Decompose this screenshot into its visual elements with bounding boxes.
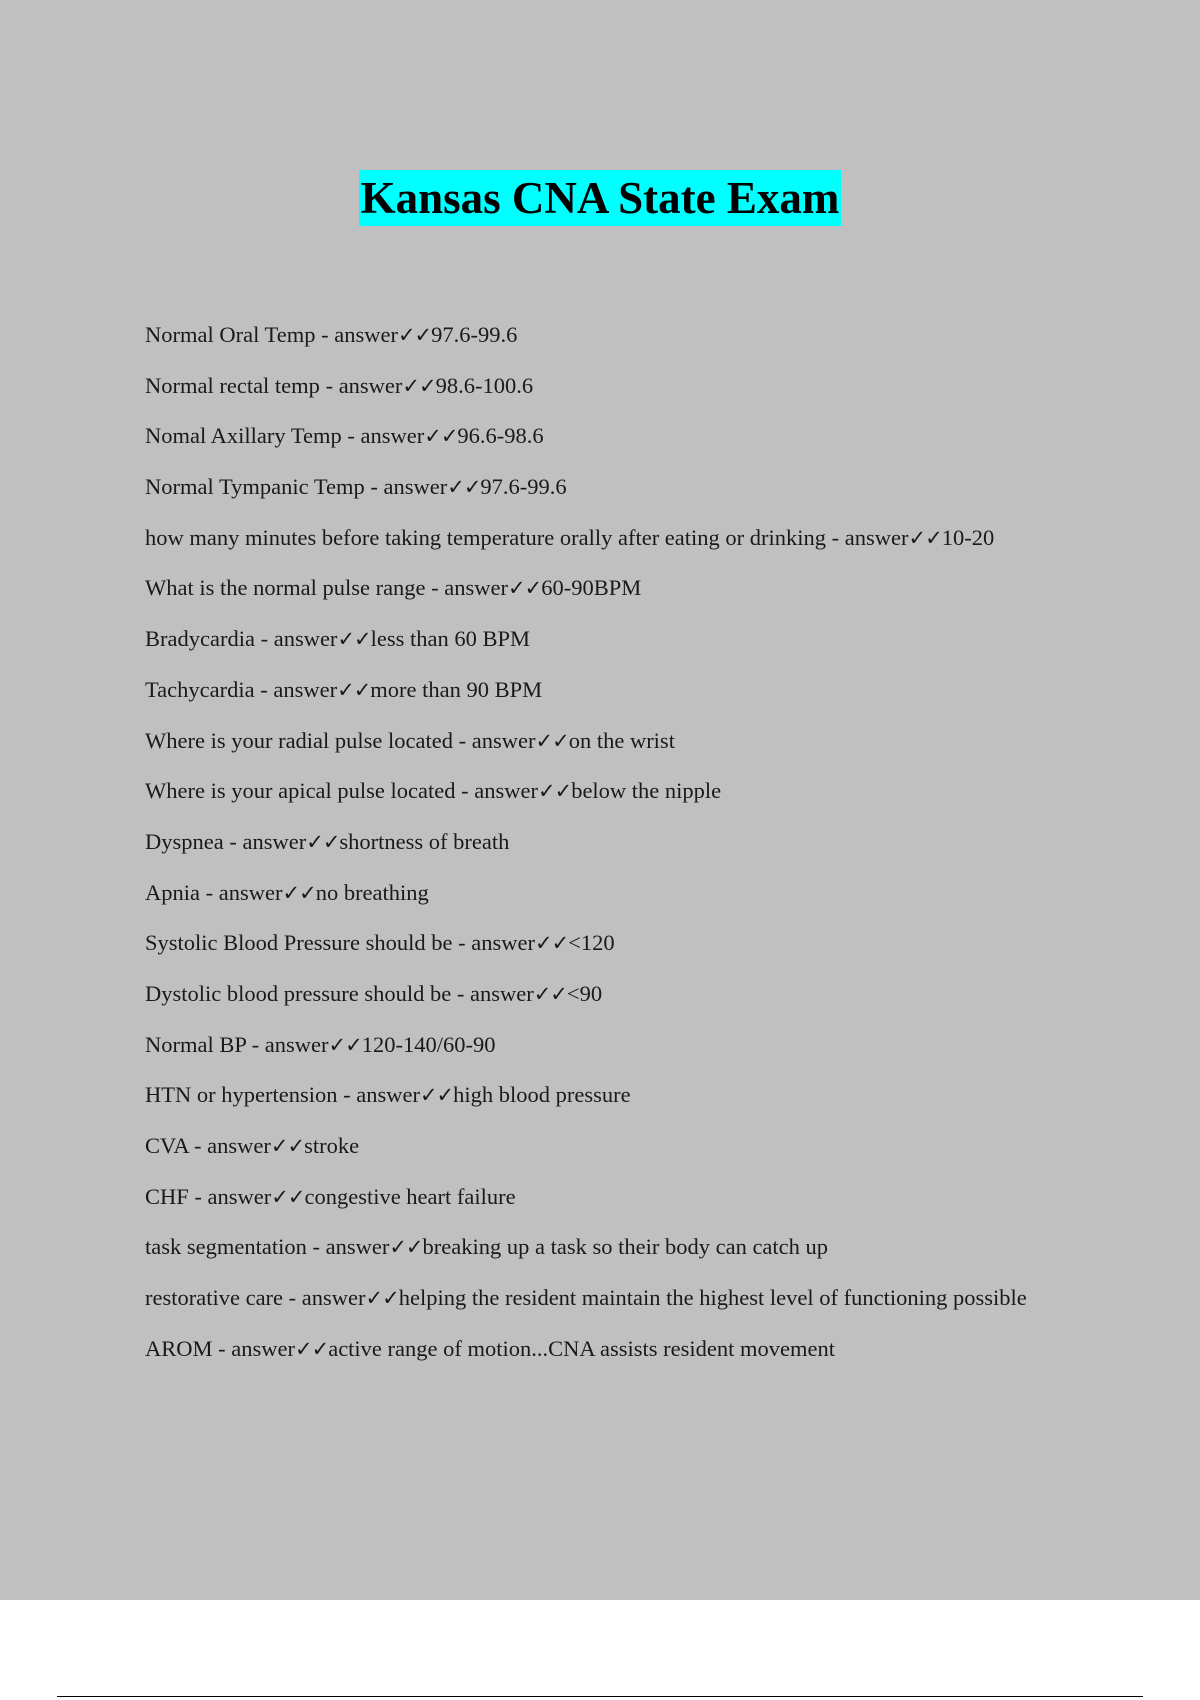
question-text: Tachycardia	[145, 676, 255, 702]
answer-label: answer	[207, 1133, 271, 1158]
answer-label: answer	[242, 828, 307, 854]
separator: -	[337, 1082, 357, 1108]
qa-item	[145, 573, 1075, 603]
question-text: how many minutes before taking temperature orally after eating or drinking	[145, 524, 827, 550]
qa-item	[145, 472, 1075, 502]
separator: -	[341, 423, 361, 449]
separator: -	[455, 778, 475, 804]
answer-text: high blood pressure	[453, 1082, 631, 1108]
answer-label: answer	[471, 727, 536, 753]
answer-label: answer	[231, 1335, 295, 1361]
separator: -	[451, 980, 470, 1006]
check-marks-icon: ✓✓	[537, 779, 572, 804]
answer-text: 96.6-98.6	[457, 423, 544, 449]
separator: -	[283, 1285, 302, 1311]
qa-item	[145, 421, 1075, 451]
answer-text: below the nipple	[571, 778, 722, 804]
qa-list	[145, 320, 1075, 1384]
answer-label: answer	[474, 778, 538, 804]
check-marks-icon: ✓✓	[508, 576, 542, 601]
question-text: restorative care	[145, 1285, 284, 1311]
qa-item	[145, 523, 1075, 553]
separator: -	[453, 727, 472, 753]
check-marks-icon: ✓✓	[534, 931, 569, 956]
separator: -	[254, 626, 274, 652]
answer-text: 10-20	[941, 524, 995, 550]
answer-text: <90	[566, 980, 603, 1006]
answer-label: answer	[469, 980, 534, 1006]
check-marks-icon: ✓✓	[337, 677, 371, 702]
answer-text: helping the resident maintain the highest level of functioning possible	[398, 1285, 1027, 1311]
question-text: Systolic Blood Pressure should be	[145, 930, 453, 956]
answer-label: answer	[360, 423, 425, 449]
qa-item	[145, 1334, 1075, 1364]
check-marks-icon: ✓✓	[306, 829, 340, 854]
answer-text: 97.6-99.6	[431, 322, 518, 347]
answer-text: congestive heart failure	[304, 1183, 516, 1209]
answer-text: breaking up a task so their body can catch up	[422, 1234, 829, 1260]
qa-item	[145, 827, 1075, 857]
answer-label: answer	[444, 575, 509, 601]
check-marks-icon: ✓✓	[397, 323, 432, 347]
separator: -	[212, 1335, 232, 1361]
question-text: Normal Tympanic Temp	[145, 474, 365, 500]
check-marks-icon: ✓✓	[533, 981, 567, 1006]
check-marks-icon: ✓✓	[337, 627, 371, 652]
answer-label: answer	[383, 474, 448, 500]
answer-text: 120-140/60-90	[361, 1031, 496, 1057]
qa-item	[145, 1182, 1075, 1212]
qa-item	[145, 1030, 1075, 1060]
answer-label: answer	[325, 1234, 390, 1260]
qa-item	[145, 726, 1075, 756]
check-marks-icon: ✓✓	[328, 1032, 362, 1057]
answer-label: answer	[334, 322, 398, 347]
separator: -	[200, 879, 219, 905]
question-text: Bradycardia	[145, 626, 255, 652]
question-text: Where is your radial pulse located	[145, 727, 454, 753]
question-text: HTN or hypertension	[145, 1082, 338, 1108]
answer-label: answer	[356, 1082, 420, 1108]
check-marks-icon: ✓✓	[389, 1235, 423, 1260]
check-marks-icon: ✓✓	[908, 525, 942, 550]
check-marks-icon: ✓✓	[447, 475, 481, 500]
answer-label: answer	[301, 1285, 366, 1311]
question-text: Normal rectal temp	[145, 372, 320, 398]
answer-text: stroke	[304, 1133, 360, 1158]
separator: -	[223, 828, 243, 854]
answer-text: 60-90BPM	[541, 575, 642, 601]
answer-text: active range of motion...CNA assists resident movement	[328, 1335, 835, 1361]
answer-text: 98.6-100.6	[435, 372, 534, 398]
answer-label: answer	[471, 930, 535, 956]
separator: -	[246, 1031, 265, 1057]
question-text: Nomal Axillary Temp	[145, 423, 342, 449]
question-text: Where is your apical pulse located	[145, 778, 456, 804]
check-marks-icon: ✓✓	[535, 728, 569, 753]
answer-label: answer	[273, 626, 338, 652]
answer-label: answer	[844, 524, 909, 550]
check-marks-icon: ✓✓	[270, 1134, 305, 1158]
qa-item	[145, 675, 1075, 705]
question-text: Dystolic blood pressure should be	[145, 980, 452, 1006]
qa-item	[145, 1232, 1075, 1262]
qa-item	[145, 320, 1075, 350]
separator: -	[306, 1234, 326, 1260]
check-marks-icon: ✓✓	[402, 373, 436, 398]
check-marks-icon: ✓✓	[271, 1184, 305, 1209]
qa-item	[145, 928, 1075, 958]
answer-text: 97.6-99.6	[480, 474, 567, 500]
answer-label: answer	[218, 879, 283, 905]
answer-text: on the wrist	[568, 727, 675, 753]
qa-item	[145, 1080, 1075, 1110]
page-title: Kansas CNA State Exam	[359, 170, 842, 226]
separator: -	[254, 676, 274, 702]
question-text: AROM	[145, 1335, 213, 1361]
question-text: Normal BP	[145, 1031, 247, 1057]
check-marks-icon: ✓✓	[424, 424, 458, 449]
footer-divider	[57, 1696, 1143, 1697]
separator: -	[319, 372, 339, 398]
answer-label: answer	[264, 1031, 329, 1057]
question-text: Dyspnea	[145, 828, 224, 854]
answer-label: answer	[207, 1183, 272, 1209]
separator: -	[425, 575, 445, 601]
answer-text: <120	[568, 930, 615, 956]
check-marks-icon: ✓✓	[365, 1286, 399, 1311]
qa-item	[145, 979, 1075, 1009]
question-text: What is the normal pulse range	[145, 575, 426, 601]
answer-text: less than 60 BPM	[370, 626, 531, 652]
qa-item	[145, 1283, 1075, 1313]
answer-text: more than 90 BPM	[370, 676, 543, 702]
question-text: task segmentation	[145, 1234, 307, 1260]
separator: -	[364, 474, 384, 500]
separator: -	[315, 322, 335, 347]
check-marks-icon: ✓✓	[419, 1083, 454, 1108]
question-text: CHF	[145, 1183, 189, 1209]
answer-label: answer	[338, 372, 403, 398]
qa-item	[145, 371, 1075, 401]
answer-text: no breathing	[315, 879, 429, 905]
question-text: Apnia	[145, 879, 200, 905]
check-marks-icon: ✓✓	[295, 1336, 329, 1361]
question-text: CVA	[145, 1133, 189, 1158]
separator: -	[452, 930, 472, 956]
qa-item	[145, 776, 1075, 806]
separator: -	[188, 1183, 208, 1209]
question-text: Normal Oral Temp	[145, 322, 316, 347]
title-container	[0, 170, 1200, 226]
answer-label: answer	[273, 676, 338, 702]
separator: -	[188, 1133, 208, 1158]
qa-item	[145, 624, 1075, 654]
separator: -	[826, 524, 845, 550]
check-marks-icon: ✓✓	[282, 880, 316, 905]
qa-item	[145, 1131, 1075, 1161]
qa-item	[145, 878, 1075, 908]
answer-text: shortness of breath	[339, 828, 510, 854]
